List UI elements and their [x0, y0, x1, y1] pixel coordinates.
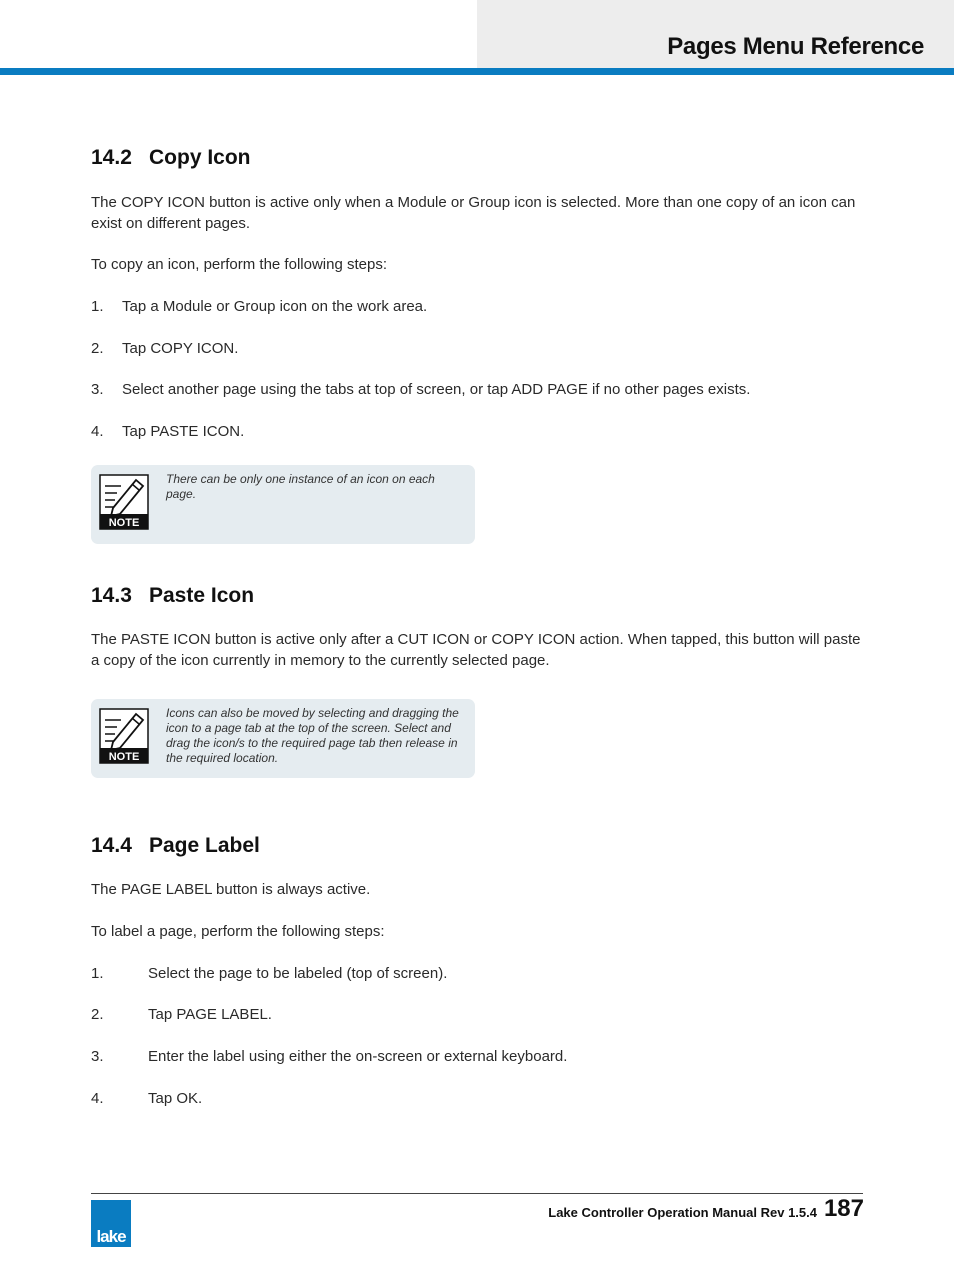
note-icon-label: NOTE	[108, 517, 140, 529]
list-item	[91, 296, 427, 317]
paragraph: The PASTE ICON button is active only after a CUT ICON or COPY ICON action. When tapped, this button will paste a copy of the icon currently in memory to the currently selected page.	[91, 631, 861, 669]
list-number: 2.	[91, 1006, 104, 1023]
list-number: 1.	[91, 298, 104, 315]
list-number: 2.	[91, 340, 104, 357]
lake-logo	[91, 1200, 131, 1247]
paragraph: The COPY ICON button is active only when a Module or Group icon is selected. More than one copy of an icon can exist on different pages.	[91, 194, 856, 232]
list-item	[91, 963, 447, 984]
list-number: 4.	[91, 423, 104, 440]
section-heading-page-label	[91, 834, 260, 858]
list-item	[91, 1046, 567, 1067]
section-title: Paste Icon	[149, 584, 255, 607]
list-number: 3.	[91, 1048, 104, 1065]
note-text: There can be only one instance of an icon on each page.	[166, 472, 435, 501]
list-number: 1.	[91, 965, 104, 982]
note-text: Icons can also be moved by selecting and dragging the icon to a page tab at the top of the screen. Select and drag the icon/s to the required page tab then release in the required location.	[166, 706, 459, 765]
paragraph: To label a page, perform the following steps:	[91, 923, 385, 940]
section-title: Copy Icon	[149, 146, 251, 169]
list-item	[91, 379, 750, 400]
list-text: Tap OK.	[148, 1090, 203, 1107]
page-number: 187	[823, 1195, 864, 1222]
note-box	[91, 465, 475, 544]
paragraph: To copy an icon, perform the following steps:	[91, 256, 387, 273]
section-heading-paste-icon	[91, 584, 254, 608]
section-title: Page Label	[149, 834, 260, 857]
note-pencil-icon	[99, 474, 149, 530]
page-header-title: Pages Menu Reference	[667, 33, 924, 60]
paragraph: The PAGE LABEL button is always active.	[91, 881, 371, 898]
section-heading-copy-icon	[91, 146, 251, 170]
note-icon-label: NOTE	[108, 751, 140, 763]
footer-manual-title: Lake Controller Operation Manual Rev 1.5.4	[548, 1205, 817, 1220]
section-number: 14.3	[91, 584, 132, 607]
list-item	[91, 1004, 272, 1025]
list-item	[91, 338, 238, 359]
header-rule	[0, 68, 954, 75]
list-text: Tap PASTE ICON.	[122, 423, 245, 440]
list-text: Select another page using the tabs at top of screen, or tap ADD PAGE if no other pages exists.	[122, 381, 751, 398]
list-number: 3.	[91, 381, 104, 398]
note-box	[91, 699, 475, 778]
list-number: 4.	[91, 1090, 104, 1107]
list-item	[91, 1088, 202, 1109]
list-text: Tap COPY ICON.	[122, 340, 239, 357]
list-text: Tap PAGE LABEL.	[148, 1006, 272, 1023]
list-item	[91, 421, 244, 442]
note-pencil-icon	[99, 708, 149, 764]
list-text: Select the page to be labeled (top of screen).	[148, 965, 448, 982]
footer-rule	[91, 1193, 863, 1194]
list-text: Tap a Module or Group icon on the work area.	[122, 298, 428, 315]
section-number: 14.2	[91, 146, 132, 169]
logo-text: lake	[96, 1227, 126, 1246]
list-text: Enter the label using either the on-screen or external keyboard.	[148, 1048, 568, 1065]
section-number: 14.4	[91, 834, 132, 857]
